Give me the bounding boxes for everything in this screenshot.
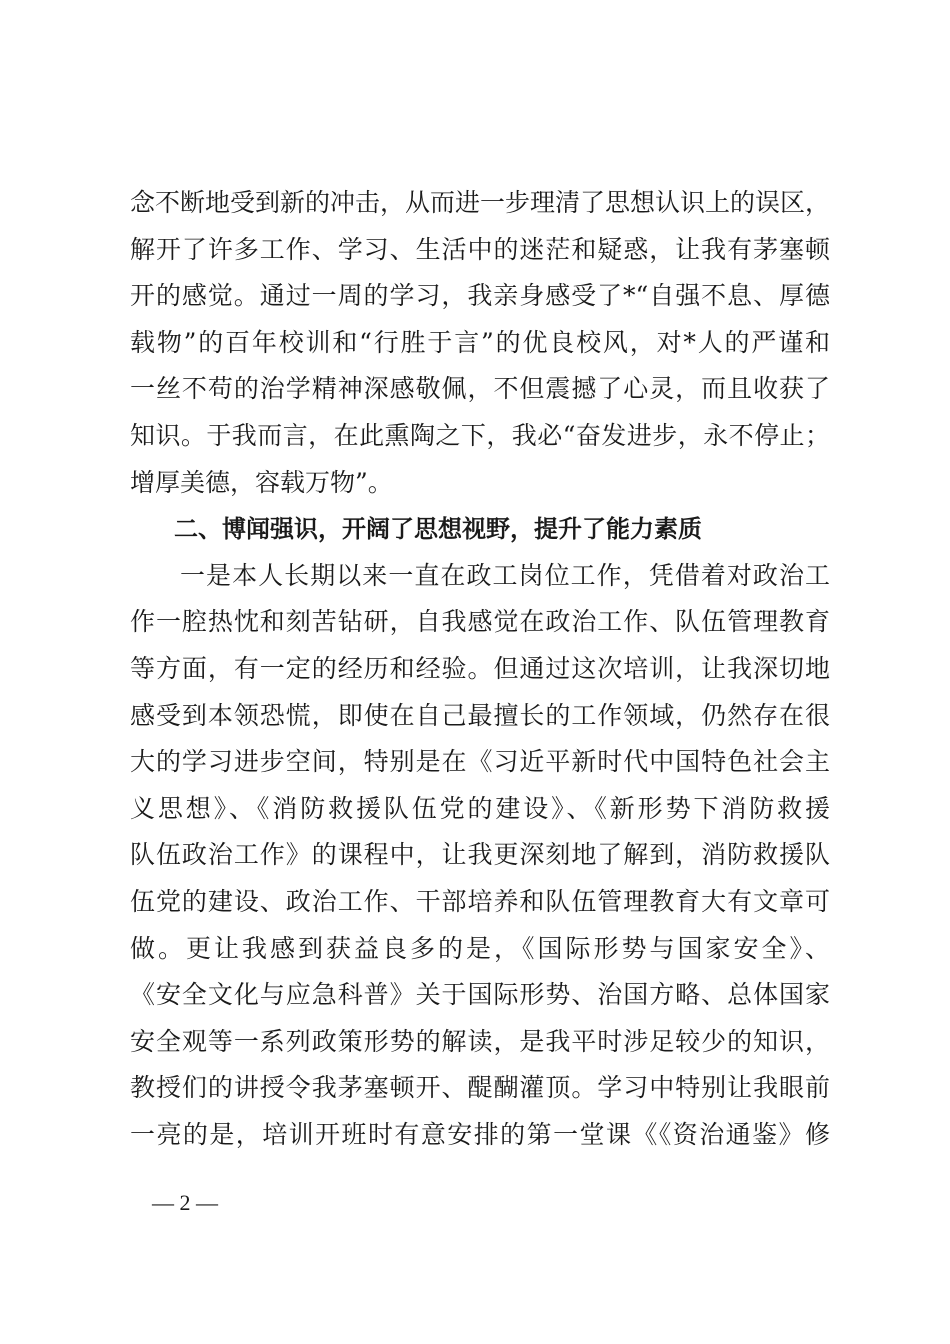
text-line: 《安全文化与应急科普》关于国际形势、治国方略、总体国家 bbox=[130, 980, 830, 1010]
text-line: 一是本人长期以来一直在政工岗位工作，凭借着对政治工 bbox=[180, 560, 830, 590]
text-line: 队伍政治工作》的课程中，让我更深刻地了解到，消防救援队 bbox=[130, 840, 830, 870]
text-line: 教授们的讲授令我茅塞顿开、醍醐灌顶。学习中特别让我眼前 bbox=[130, 1073, 830, 1103]
text-line: 念不断地受到新的冲击，从而进一步理清了思想认识上的误区， bbox=[130, 188, 831, 217]
body-text bbox=[130, 180, 830, 1158]
text-line: 大的学习进步空间，特别是在《习近平新时代中国特色社会主 bbox=[130, 747, 830, 777]
text-line: 义思想》、《消防救援队伍党的建设》、《新形势下消防救援 bbox=[130, 793, 830, 823]
page-number: — 2 — bbox=[152, 1190, 218, 1215]
text-line: 解开了许多工作、学习、生活中的迷茫和疑惑，让我有茅塞顿 bbox=[130, 234, 830, 264]
text-line: 感受到本领恐慌，即使在自己最擅长的工作领域，仍然存在很 bbox=[130, 700, 830, 730]
text-line: 等方面，有一定的经历和经验。但通过这次培训，让我深切地 bbox=[130, 653, 830, 683]
text-line: 一亮的是，培训开班时有意安排的第一堂课《《资治通鉴》修 bbox=[130, 1119, 830, 1149]
text-line: 伍党的建设、政治工作、干部培养和队伍管理教育大有文章可 bbox=[130, 886, 830, 916]
text-line: 作一腔热忱和刻苦钻研，自我感觉在政治工作、队伍管理教育 bbox=[130, 607, 830, 637]
text-line: 知识。于我而言，在此熏陶之下，我必“奋发进步，永不停止； bbox=[130, 420, 830, 450]
text-line: 增厚美德，容载万物”。 bbox=[130, 467, 393, 497]
text-line: 一丝不苟的治学精神深感敬佩，不但震撼了心灵，而且收获了 bbox=[130, 374, 830, 404]
text-line: 安全观等一系列政策形势的解读，是我平时涉足较少的知识， bbox=[130, 1026, 830, 1056]
text-line: 载物”的百年校训和“行胜于言”的优良校风，对*人的严谨和 bbox=[130, 327, 830, 357]
section-heading: 二、博闻强识，开阔了思想视野，提升了能力素质 bbox=[174, 515, 702, 544]
text-line: 做。更让我感到获益良多的是，《国际形势与国家安全》、 bbox=[130, 933, 830, 963]
text-line: 开的感觉。通过一周的学习，我亲身感受了*“自强不息、厚德 bbox=[130, 281, 830, 311]
